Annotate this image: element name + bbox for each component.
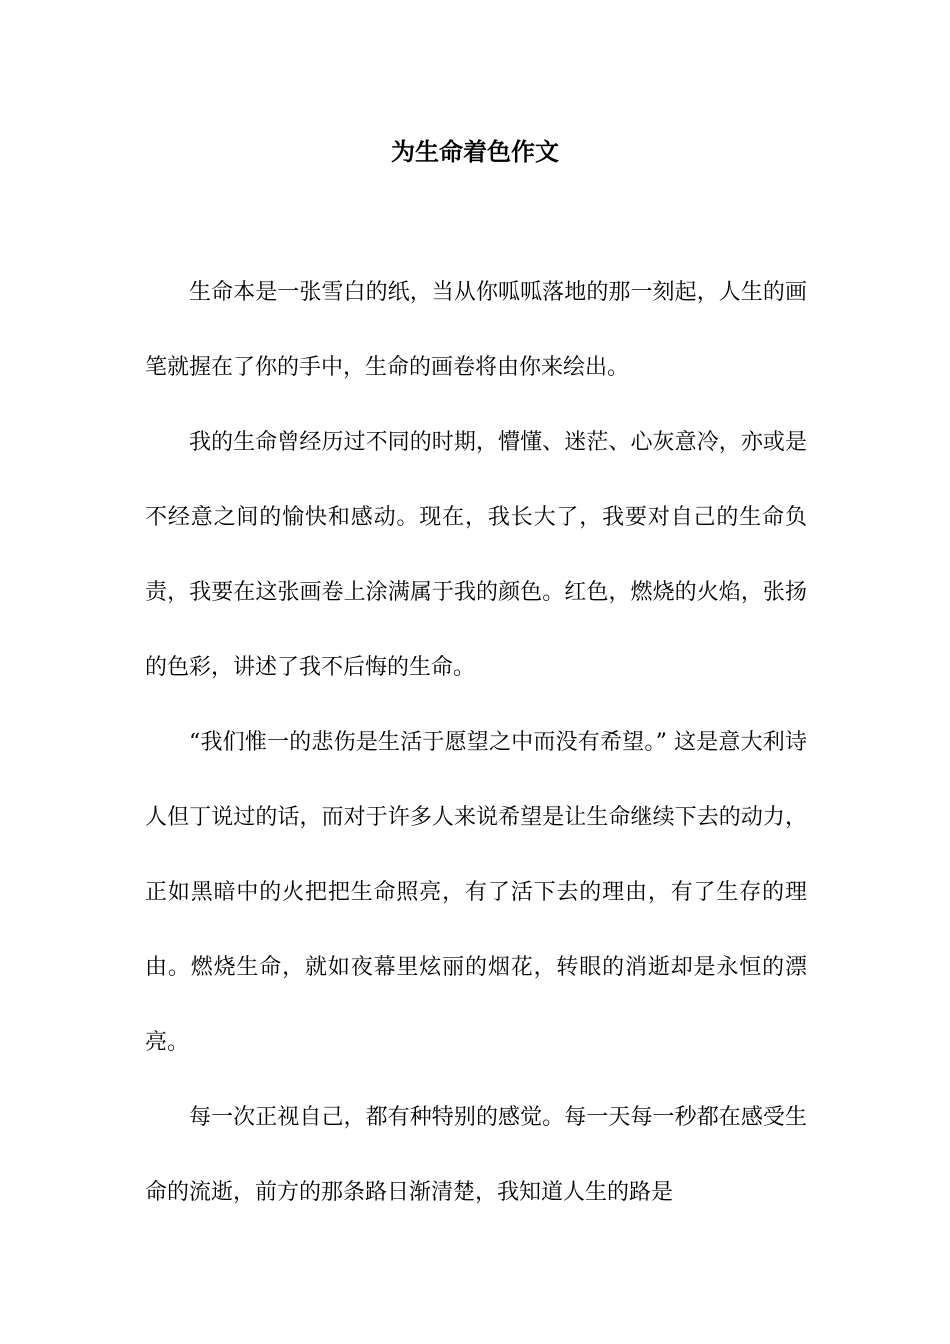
paragraph-2: 我的生命曾经历过不同的时期，懵懂、迷茫、心灰意冷，亦或是不经意之间的愉快和感动。现在，我长大了，我要对自己的生命负责，我要在这张画卷上涂满属于我的颜色。红色，燃烧的火焰，张扬的色彩，讲述了我不后悔的生命。 bbox=[145, 430, 807, 680]
document-title: 为生命着色作文 bbox=[391, 137, 559, 166]
document-body bbox=[145, 255, 807, 1230]
paragraph-1: 生命本是一张雪白的纸，当从你呱呱落地的那一刻起，人生的画笔就握在了你的手中，生命的画卷将由你来绘出。 bbox=[145, 280, 807, 380]
paragraph-3: “我们惟一的悲伤是生活于愿望之中而没有希望。” 这是意大利诗人但丁说过的话，而对于许多人来说希望是让生命继续下去的动力，正如黑暗中的火把把生命照亮，有了活下去的理由，有了生存的理由。燃烧生命，就如夜幕里炫丽的烟花，转眼的消逝却是永恒的漂亮。 bbox=[145, 730, 807, 1055]
paragraph-4: 每一次正视自己，都有种特别的感觉。每一天每一秒都在感受生命的流逝，前方的那条路日渐清楚，我知道人生的路是 bbox=[145, 1105, 807, 1205]
